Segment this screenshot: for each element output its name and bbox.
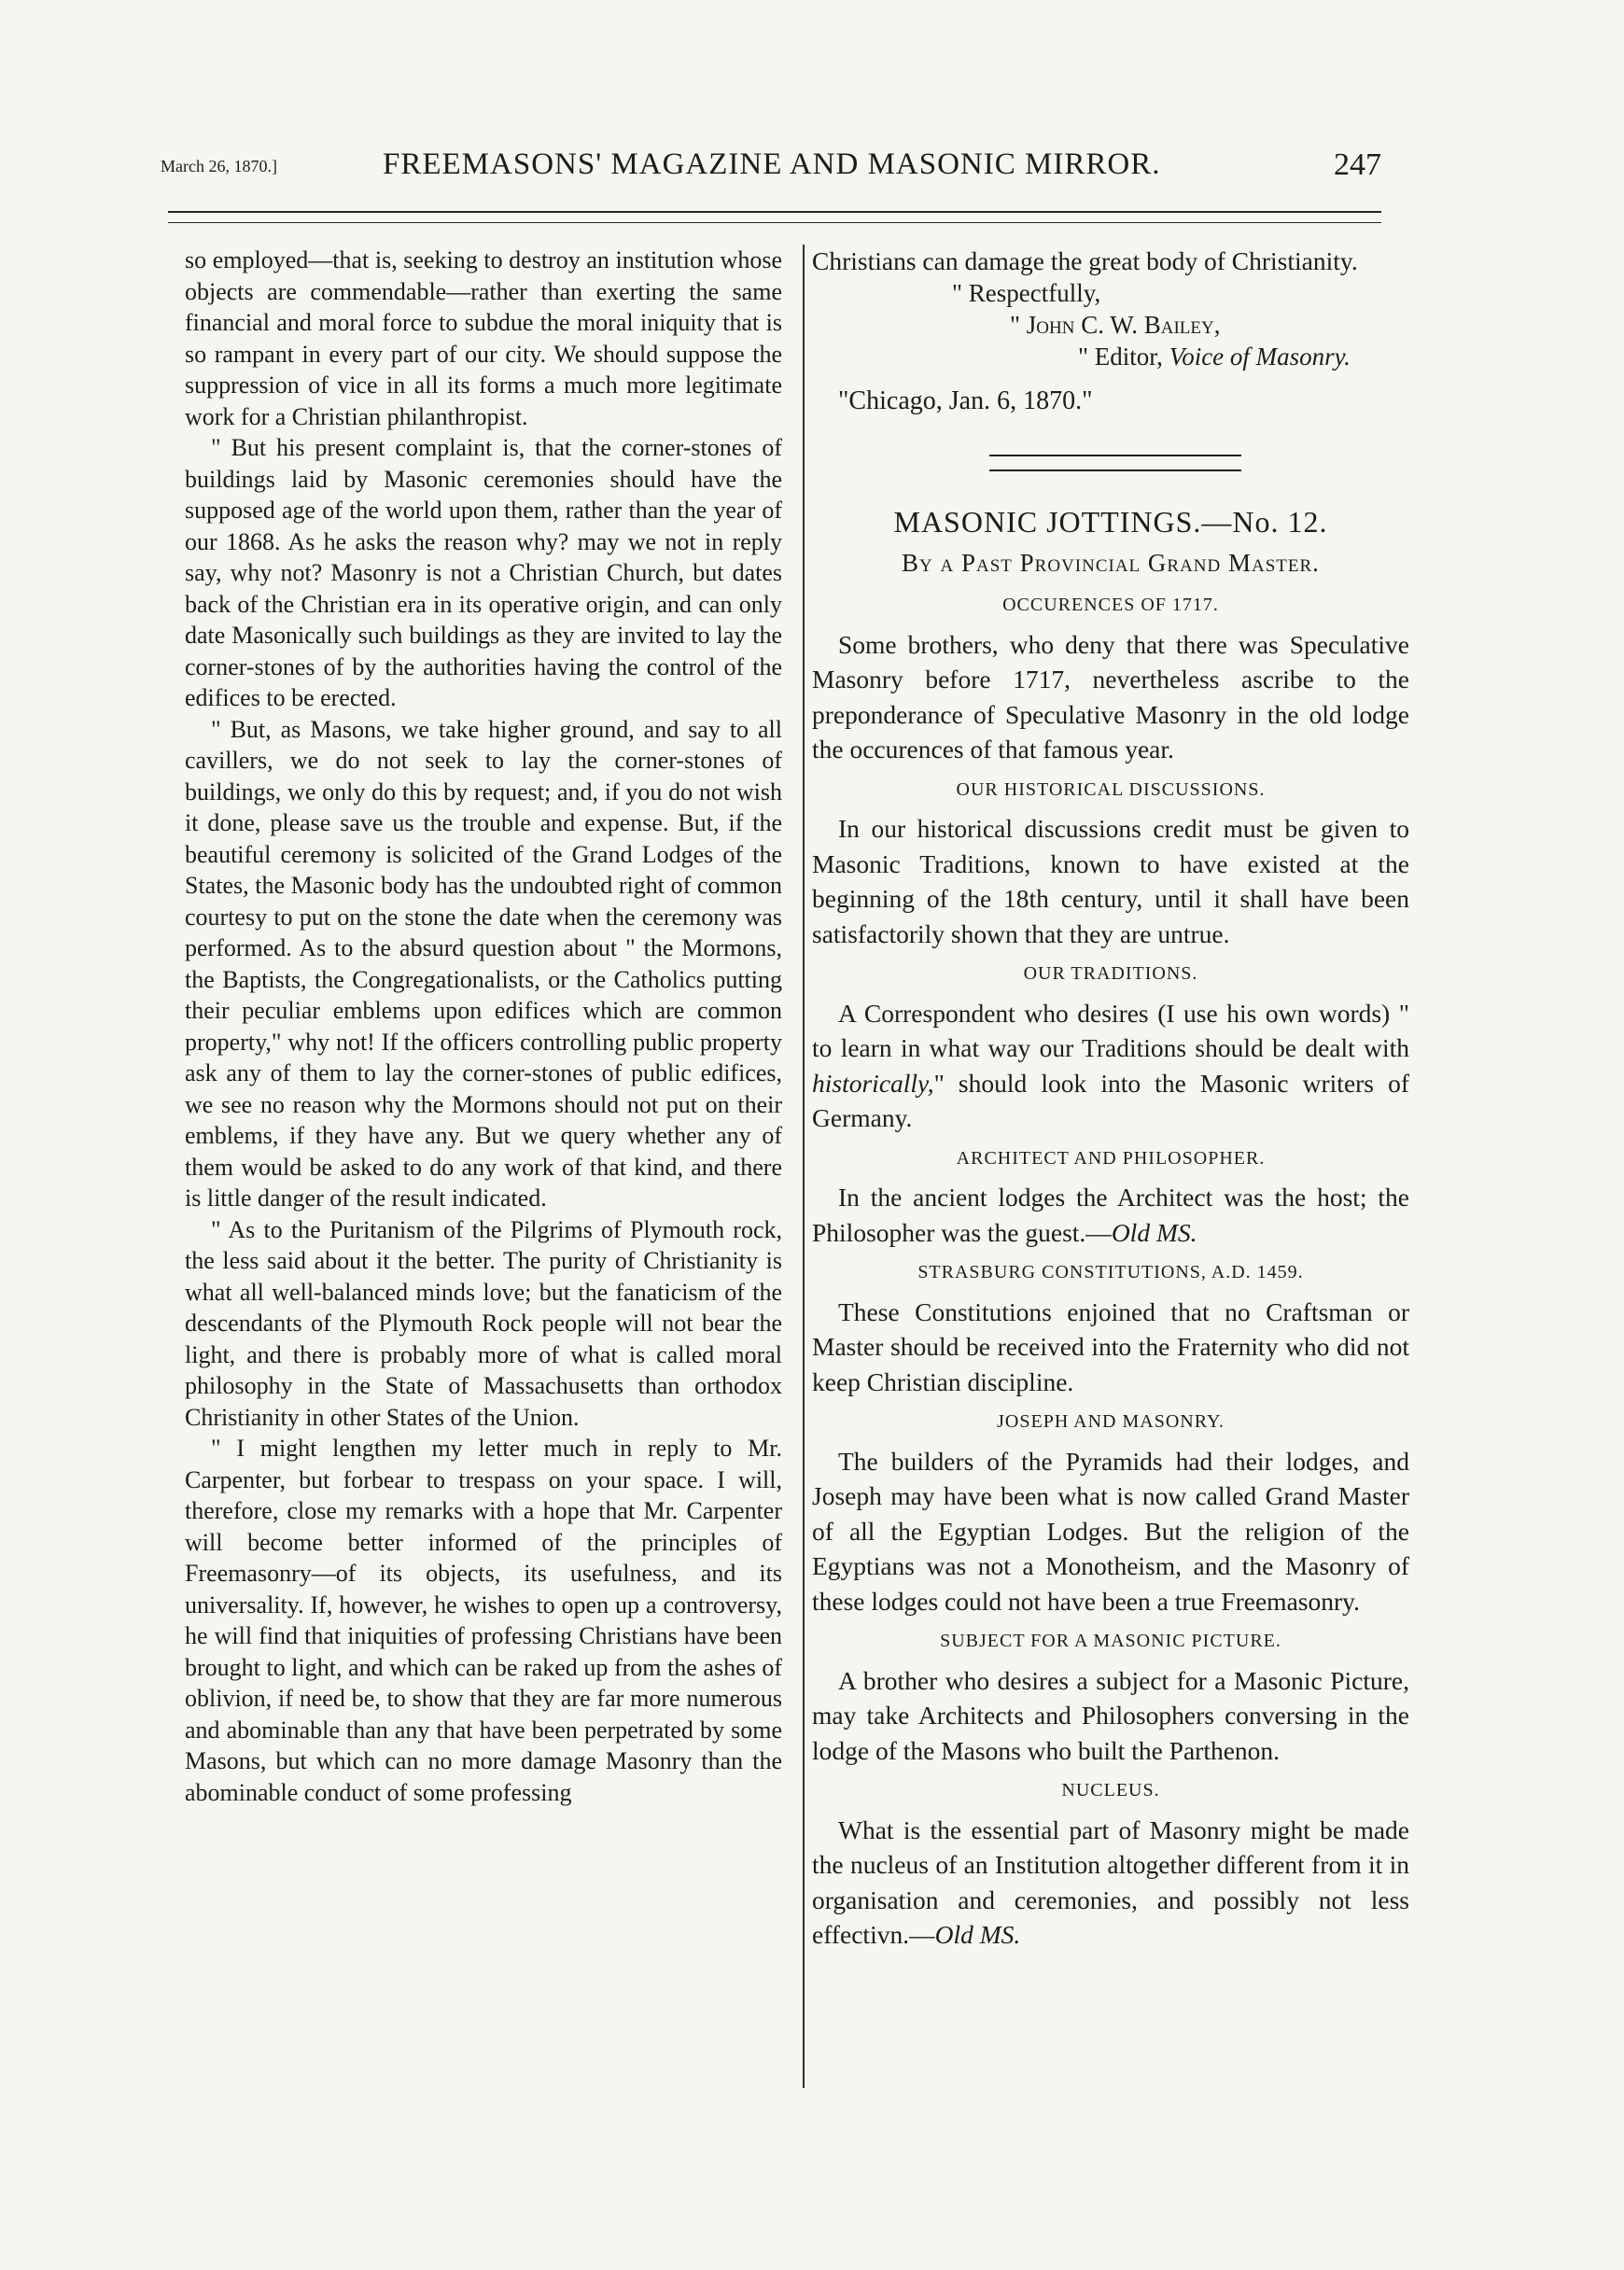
section-text: A Correspondent who desires (I use his own words) " to learn in what way our Traditions should be dealt with [812,998,1409,1062]
signature-title-prefix: " Editor, [1078,343,1169,371]
section-italic: Old MS. [1111,1217,1197,1247]
section-italic: historically, [812,1068,934,1098]
section-paragraph: The builders of the Pyramids had their lodges, and Joseph may have been what is now called Grand Master of all the Egyptian Lodges. But the religion of the Egyptians was not a Monotheism, and the Masonry of these lodges could not have been a true Freemasonry. [812,1446,1409,1616]
section-paragraph [812,1813,1409,1953]
section-paragraph: Some brothers, who deny that there was Speculative Masonry before 1717, nevertheless ascribe to the preponderance of Speculative Masonry in the old lodge the occurences of that famous year. [812,629,1409,764]
article-title: MASONIC JOTTINGS.—No. 12. [893,504,1328,539]
section-heading: OUR TRADITIONS. [1023,963,1198,984]
section-heading: JOSEPH AND MASONRY. [997,1411,1225,1432]
section-text: In the ancient lodges the Architect was the host; the Philosopher was the guest.— [812,1183,1409,1247]
section-heading: STRASBURG CONSTITUTIONS, A.D. 1459. [917,1262,1304,1282]
section-italic: Old MS. [934,1920,1021,1949]
section-separator [989,455,1241,471]
section-paragraph [812,996,1409,1136]
right-column [812,245,1409,1956]
signature-title [812,341,1409,372]
paragraph: so employed—that is, seeking to destroy an institution whose objects are commendable—rather than exerting the same financial and moral force to subdue the moral iniquity that is so rampant in every part of our city. We should suppose the suppression of vice in all its forms a much more legitimate work for a Christian philanthropist. [185,246,782,430]
continuation-paragraph: Christians can damage the great body of Christianity. [812,246,1358,275]
section-heading: SUBJECT FOR A MASONIC PICTURE. [940,1631,1281,1651]
section-heading: OCCURENCES OF 1717. [1002,595,1219,615]
paragraph: " But, as Masons, we take higher ground, and say to all cavillers, we do not seek to lay the corner-stones of buildings, we only do this by request; and, if you do not wish it done, please save us the trouble and expense. But, if the beautiful ceremony is solicited of the Grand Lodges of the States, the Masonic body has the undoubted right of common courtesy to put on the stone the date when the ceremony was performed. As to the absurd question about " the Mormons, the Baptists, the Congregationalists, or the Catholics putting their peculiar emblems upon edifices which are common property," why not! If the officers controlling public property ask any of them to lay the corner-stones of public edifices, we see no reason why the Mormons should not put on their emblems, if they have any. But we query whether any of them would be asked to do any work of that kind, and there is little danger of the result indicated. [185,715,782,1212]
paragraph: " I might lengthen my letter much in reply to Mr. Carpenter, but forbear to trespass on your space. I will, therefore, close my remarks with a hope that Mr. Carpenter will become better informed of the principles of Freemasonry—of its objects, its usefulness, and its universality. If, however, he wishes to open up a controversy, he will find that iniquities of professing Christians have been brought to light, and which can be raked up from the ashes of oblivion, if need be, to show that they are far more numerous and abominable than any that have been perpetrated by some Masons, but which can no more damage Masonry than the abominable conduct of some professing [185,1435,782,1806]
jottings-body [812,588,1409,1953]
running-header [140,147,1381,185]
header-rule-top [168,211,1381,213]
magazine-title: FREEMASONS' MAGAZINE AND MASONIC MIRROR. [383,147,1161,181]
signature-name: " John C. W. Bailey, [1010,311,1221,339]
article-byline: By a Past Provincial Grand Master. [902,548,1320,577]
section-paragraph [812,1180,1409,1250]
section-paragraph: In our historical discussions credit must be given to Masonic Traditions, known to have existed at the beginning of the 18th century, until it shall have been satisfactorily shown that they are untrue. [812,814,1409,948]
page-number: 247 [1334,147,1381,182]
signature-line: " Respectfully, [952,279,1101,307]
section-paragraph: A brother who desires a subject for a Masonic Picture, may take Architects and Philosophers conversing in the lodge of the Masons who built the Parthenon. [812,1665,1409,1765]
signature-publication: Voice of Masonry. [1169,343,1351,371]
section-text: What is the essential part of Masonry might be made the nucleus of an Institution altogether different from it in organisation and ceremonies, and possibly not less effectivn.— [812,1815,1409,1949]
column-divider [803,245,805,2088]
left-column [185,245,782,1808]
paragraph: " But his present complaint is, that the corner-stones of buildings laid by Masonic ceremonies should have the supposed age of the world upon them, rather than the year of our 1868. As he asks the reason why? may we not in reply say, why not? Masonry is not a Christian Church, but dates back of the Christian era in its operative origin, and can only date Masonically such buildings as they are invited to lay the corner-stones of by the authorities having the control of the edifices to be erected. [185,434,782,711]
section-heading: OUR HISTORICAL DISCUSSIONS. [956,778,1266,800]
section-paragraph: These Constitutions enjoined that no Craftsman or Master should be received into the Fraternity who did not keep Christian discipline. [812,1296,1409,1396]
paragraph: " As to the Puritanism of the Pilgrims of Plymouth rock, the less said about it the better. The purity of Christianity is what all well-balanced minds love; but the fanaticism of the descendants of the Plymouth Rock people will not bear the light, and there is probably more of what is called moral philosophy in the State of Massachusetts than orthodox Christianity in other States of the Union. [185,1215,782,1431]
signature-place-date: "Chicago, Jan. 6, 1870." [838,386,1093,415]
section-heading: NUCLEUS. [1061,1780,1160,1801]
section-heading: ARCHITECT AND PHILOSOPHER. [956,1147,1266,1169]
section-text: " should look into the Masonic writers of Germany. [812,1068,1409,1132]
issue-date: March 26, 1870.] [161,157,277,175]
header-rule-bottom [168,222,1381,223]
